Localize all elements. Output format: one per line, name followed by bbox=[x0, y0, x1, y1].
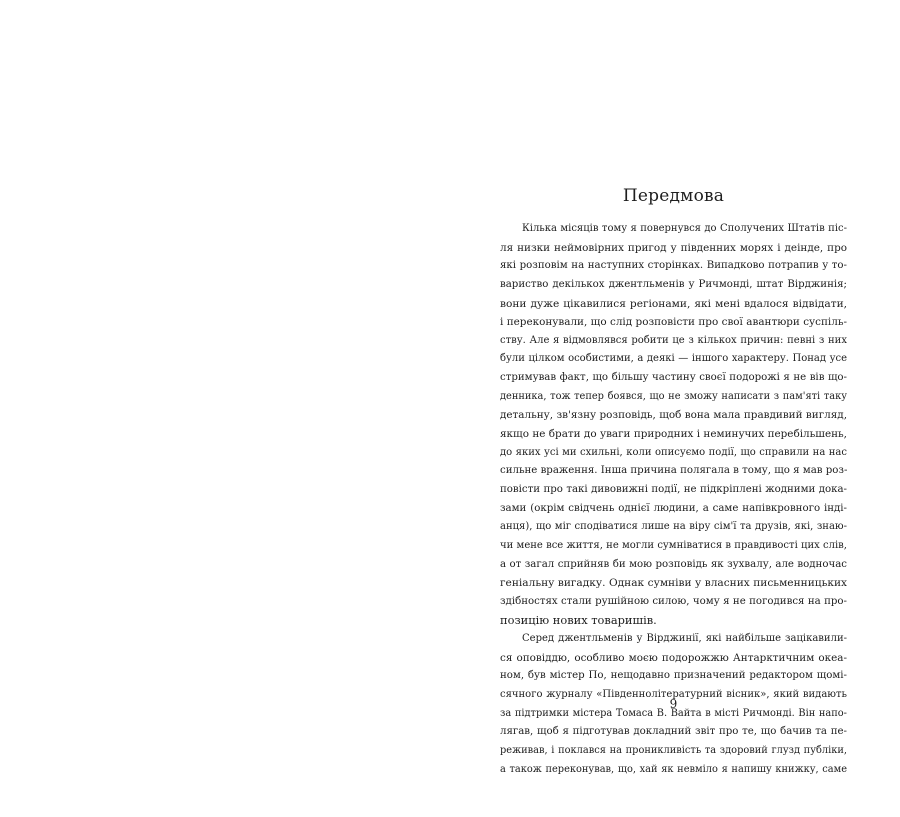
text-line: стримував факт, що більшу частину своєї подорожі я не вів що- bbox=[500, 372, 847, 384]
text-line: вариство декількох джентльменів у Ричмонді, штат Вірджинія; bbox=[500, 278, 847, 290]
text-line: сильне враження. Інша причина полягала в тому, що я мав роз- bbox=[500, 465, 847, 477]
chapter-title: Передмова bbox=[622, 186, 725, 206]
page-number: 9 bbox=[669, 697, 678, 711]
text-line: ся оповіддю, особливо моєю подорожжю Антарктичним океа- bbox=[500, 651, 847, 664]
text-line: денника, тож тепер боявся, що не зможу написати з пам'яті таку bbox=[500, 390, 847, 402]
text-line: вони дуже цікавилися регіонами, які мені вдалося відвідати, bbox=[500, 297, 847, 310]
paragraph bbox=[500, 220, 847, 630]
text-line: і переконували, що слід розповісти про свої авантюри суспіль- bbox=[500, 316, 847, 329]
text-line: лягав, щоб я підготував докладний звіт про те, що бачив та пе- bbox=[500, 726, 847, 738]
text-line: реживав, і поклався на проникливість та здоровий глузд публіки, bbox=[500, 744, 847, 756]
text-line: ном, був містер По, нещодавно призначений редактором щомі- bbox=[500, 670, 847, 682]
text-line: за підтримки містера Томаса В. Вайта в місті Ричмонді. Він напо- bbox=[500, 707, 847, 719]
text-line: ству. Але я відмовлявся робити це з кількох причин: певні з них bbox=[500, 334, 847, 346]
text-line: повісти про такі дивовижні події, не підкріплені жодними дока- bbox=[500, 483, 847, 495]
text-line: були цілком особистими, а деякі — іншого характеру. Понад усе bbox=[500, 353, 847, 365]
text-line: геніальну вигадку. Однак сумніви у власних письменницьких bbox=[500, 577, 847, 590]
text-line: детальну, зв'язну розповідь, щоб вона мала правдивий вигляд, bbox=[500, 409, 847, 422]
text-line: до яких усі ми схильні, коли описуємо події, що справили на нас bbox=[500, 446, 847, 458]
text-line: які розповім на наступних сторінках. Випадково потрапив у то- bbox=[500, 260, 847, 272]
text-line: а от загал сприйняв би мою розповідь як зухвалу, але водночас bbox=[500, 558, 847, 570]
text-line: здібностях стали рушійною силою, чому я не погодився на про- bbox=[500, 595, 847, 607]
text-line: ля низки неймовірних пригод у південних морях і деінде, про bbox=[500, 241, 847, 254]
body-text bbox=[500, 220, 847, 779]
text-line: Кілька місяців тому я повернувся до Сполучених Штатів піс- bbox=[522, 223, 847, 234]
right-page bbox=[500, 0, 847, 817]
text-line: а також переконував, що, хай як невміло я напишу книжку, саме bbox=[500, 763, 847, 775]
text-line: якщо не брати до уваги природних і неминучих перебільшень, bbox=[500, 428, 847, 441]
text-line: анця), що міг сподіватися лише на віру сім'ї та друзів, які, знаю- bbox=[500, 521, 847, 533]
text-line: сячного журналу «Південнолітературний вісник», який видають bbox=[500, 689, 847, 701]
text-line: Серед джентльменів у Вірджинії, які найбільше зацікавили- bbox=[522, 633, 847, 645]
text-line: позицію нових товаришів. bbox=[500, 613, 657, 628]
text-line: чи мене все життя, не могли сумніватися в правдивості цих слів, bbox=[500, 539, 847, 551]
text-line: зами (окрім свідчень однієї людини, а саме напівкровного інді- bbox=[500, 502, 847, 514]
